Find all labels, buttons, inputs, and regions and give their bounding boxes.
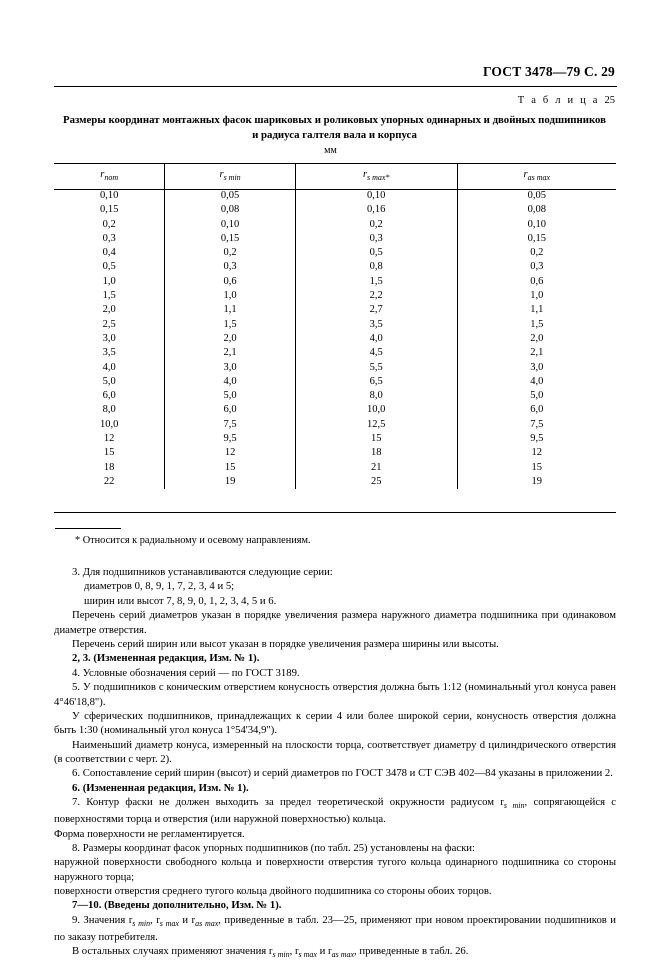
para-widths: ширин или высот 7, 8, 9, 0, 1, 2, 3, 4, 5 и 6. [84, 594, 277, 607]
table-cell: 12,5 [295, 418, 457, 432]
body-text [54, 565, 616, 961]
footnote-divider [55, 528, 121, 529]
table-cell: 5,0 [102, 375, 116, 387]
table-row [54, 432, 616, 446]
column-header-r-nom: $r_{nom}$ [100, 169, 119, 183]
table-cell: 7,5 [457, 418, 616, 432]
table-row [54, 318, 616, 332]
table-cell: 0,6 [457, 275, 616, 289]
table-cell: 0,10 [457, 218, 616, 232]
para-item4: 4. Условные обозначения серий — по ГОСТ 3189. [72, 666, 300, 679]
table-cell: 4,0 [457, 375, 616, 389]
table-cell: 6,0 [165, 403, 295, 417]
table-caption-label [518, 95, 615, 106]
table-cell: 15 [165, 461, 295, 475]
table-cell: 0,8 [295, 260, 457, 274]
table-cell: 0,5 [295, 246, 457, 260]
table-cell: 4,0 [102, 361, 116, 373]
table-cell: 0,3 [102, 232, 116, 244]
table-title [54, 113, 615, 143]
column-header-r-smax: $r_{s max*}$ [295, 163, 457, 189]
table-cell: 2,0 [102, 304, 116, 316]
table-title-line2: и радиуса галтеля вала и корпуса [252, 128, 417, 141]
table-row [54, 418, 616, 432]
table-row [54, 189, 616, 203]
table-cell: 9,5 [165, 432, 295, 446]
table-header-row [54, 163, 616, 189]
table-cell: 8,0 [102, 404, 116, 416]
table-row [54, 389, 616, 403]
table-cell: 2,7 [295, 303, 457, 317]
table-cell: 4,5 [295, 346, 457, 360]
table-cell: 0,2 [102, 218, 116, 230]
table-cell: 1,0 [457, 289, 616, 303]
para-width-list: Перечень серий ширин или высот указан в порядке увеличения размера ширины или высоты. [72, 637, 499, 650]
table-row [54, 275, 616, 289]
table-cell: 9,5 [457, 432, 616, 446]
table-cell: 1,1 [457, 303, 616, 317]
header-divider [54, 86, 617, 87]
table-cell: 4,0 [295, 332, 457, 346]
table-cell: 19 [165, 475, 295, 489]
table-cell: 0,3 [165, 260, 295, 274]
table-cell: 0,10 [295, 189, 457, 203]
table-cell: 25 [295, 475, 457, 489]
table-cell: 10,0 [295, 403, 457, 417]
para-rev-6: 6. (Измененная редакция, Изм. № 1). [72, 781, 249, 794]
table-cell: 0,10 [165, 218, 295, 232]
para-diameter-list: Перечень серий диаметров указан в порядке увеличения размера наружного диаметра подшипника при одинаковом диаметре отверстия. [54, 609, 616, 636]
table-cell: 0,5 [102, 261, 116, 273]
table-cell: 1,5 [165, 318, 295, 332]
table-caption-word: Т а б л и ц а [517, 95, 600, 106]
table-row [54, 246, 616, 260]
table-cell: 18 [295, 446, 457, 460]
table-cell: 5,0 [165, 389, 295, 403]
table-cell: 1,1 [165, 303, 295, 317]
table-row [54, 203, 616, 217]
table-cell: 5,0 [457, 389, 616, 403]
units-label: мм [324, 145, 337, 156]
table-cell: 0,15 [165, 232, 295, 246]
table-title-line1: Размеры координат монтажных фасок шариковых и роликовых упорных одинарных и двойных подшипников [62, 114, 606, 126]
para-item5: 5. У подшипников с коническим отверстием конусность отверстия должна быть 1:12 (номинальный угол конуса равен 4°46'18,8"). [54, 681, 616, 708]
table-row [54, 475, 616, 489]
para-middle-ring: поверхности отверстия среднего тугого кольца двойного подшипника со стороны обоих торцов. [54, 885, 492, 898]
table-cell: 0,3 [457, 260, 616, 274]
footnote-text: * Относится к радиальному и осевому направлениям. [75, 535, 311, 546]
table-row [54, 218, 616, 232]
table-cell: 0,15 [99, 204, 119, 216]
table-cell: 3,0 [102, 332, 116, 344]
para-outer-surface: наружной поверхности свободного кольца и поверхности отверстия тугого кольца одинарного подшипника со стороны наружного торца; [54, 856, 616, 883]
page-header: ГОСТ 3478—79 С. 29 [482, 64, 615, 79]
table-row [54, 346, 616, 360]
table-row [54, 332, 616, 346]
table-cell: 18 [103, 461, 115, 473]
table-cell: 0,6 [165, 275, 295, 289]
dimensions-table [54, 163, 616, 489]
table-cell: 6,5 [295, 375, 457, 389]
table-row [54, 375, 616, 389]
table-cell: 19 [457, 475, 616, 489]
table-cell: 3,5 [295, 318, 457, 332]
table-cell: 7,5 [165, 418, 295, 432]
table-cell: 2,0 [165, 332, 295, 346]
table-row [54, 446, 616, 460]
table-cell: 0,08 [165, 203, 295, 217]
para-cone-diameter: Наименьший диаметр конуса, измеренный на плоскости торца, соответствует диаметру d цилиндрического отверстия (в соответствии с черт. 2). [54, 738, 616, 766]
table-cell: 2,2 [295, 289, 457, 303]
table-cell: 10,0 [99, 418, 119, 430]
table-cell: 15 [103, 447, 115, 459]
para-item7: 7. Контур фаски не должен выходить за предел теоретической окружности радиусом $r_{s min}$, сопрягающейся с поверхностями торца и отверстия (или наружной поверхностью) кольца. [54, 796, 616, 826]
table-cell: 1,5 [457, 318, 616, 332]
table-row [54, 461, 616, 475]
column-header-r-smin: $r_{s min}$ [165, 163, 295, 189]
table-caption-number: 25 [604, 95, 615, 106]
table-cell: 15 [295, 432, 457, 446]
para-added-7-10: 7—10. (Введены дополнительно, Изм. № 1). [72, 899, 282, 912]
table-cell: 1,5 [102, 290, 116, 302]
table-row [54, 232, 616, 246]
table-cell: 2,5 [102, 318, 116, 330]
para-other-cases: В остальных случаях применяют значения $r_{s min}$, $r_{s max}$ и $r_{as max}$, приведенные в табл. 26. [72, 945, 469, 960]
table-cell: 0,05 [457, 189, 616, 203]
table-cell: 22 [103, 475, 115, 487]
para-series: 3. Для подшипников устанавливаются следующие серии: [72, 566, 333, 578]
table-row [54, 361, 616, 375]
table-cell: 0,08 [457, 203, 616, 217]
table-cell: 3,5 [102, 347, 116, 359]
table-cell: 12 [457, 446, 616, 460]
table-cell: 0,10 [99, 190, 119, 201]
para-item6: 6. Сопоставление серий ширин (высот) и серий диаметров по ГОСТ 3478 и СТ СЭВ 402—84 указаны в приложении 2. [72, 767, 613, 780]
table-row [54, 260, 616, 274]
para-item9: 9. Значения $r_{s min}$, $r_{s max}$ и $r_{as max}$, приведенные в табл. 23—25, применяют при новом проектировании подшипников и по заказу потребителя. [54, 913, 616, 943]
table-cell: 15 [457, 461, 616, 475]
table-row [54, 403, 616, 417]
table-cell: 4,0 [165, 375, 295, 389]
table-cell: 0,2 [295, 218, 457, 232]
table-cell: 1,0 [102, 275, 116, 287]
table-cell: 0,05 [165, 189, 295, 203]
para-rev-23: 2, 3. (Измененная редакция, Изм. № 1). [72, 652, 260, 665]
table-cell: 12 [165, 446, 295, 460]
table-cell: 5,5 [295, 361, 457, 375]
column-header-r-asmax: $r_{as max}$ [457, 163, 616, 189]
table-cell: 2,0 [457, 332, 616, 346]
table-cell: 3,0 [165, 361, 295, 375]
para-surface-form: Форма поверхности не регламентируется. [54, 827, 245, 840]
table-cell: 1,5 [295, 275, 457, 289]
table-cell: 0,2 [457, 246, 616, 260]
table-cell: 2,1 [165, 346, 295, 360]
table-cell: 1,0 [165, 289, 295, 303]
para-diameters: диаметров 0, 8, 9, 1, 7, 2, 3, 4 и 5; [84, 580, 235, 593]
table-cell: 8,0 [295, 389, 457, 403]
table-body [54, 189, 616, 489]
table-cell: 6,0 [102, 390, 116, 402]
table-cell: 6,0 [457, 403, 616, 417]
para-item8: 8. Размеры координат фасок упорных подшипников (по табл. 25) установлены на фаски: [72, 841, 475, 854]
table-bottom-border [54, 512, 616, 513]
table-cell: 2,1 [457, 346, 616, 360]
table-row [54, 303, 616, 317]
table-cell: 0,15 [457, 232, 616, 246]
table-cell: 0,16 [295, 203, 457, 217]
table-cell: 21 [295, 461, 457, 475]
table-cell: 0,3 [295, 232, 457, 246]
table-cell: 3,0 [457, 361, 616, 375]
table-cell: 12 [103, 433, 115, 445]
table-cell: 0,2 [165, 246, 295, 260]
table-row [54, 289, 616, 303]
table-cell: 0,4 [102, 247, 116, 259]
para-spherical: У сферических подшипников, принадлежащих к серии 4 или более широкой серии, конусность отверстия должна быть 1:30 (номинальный угол конуса 1°54'34,9"). [54, 709, 616, 737]
